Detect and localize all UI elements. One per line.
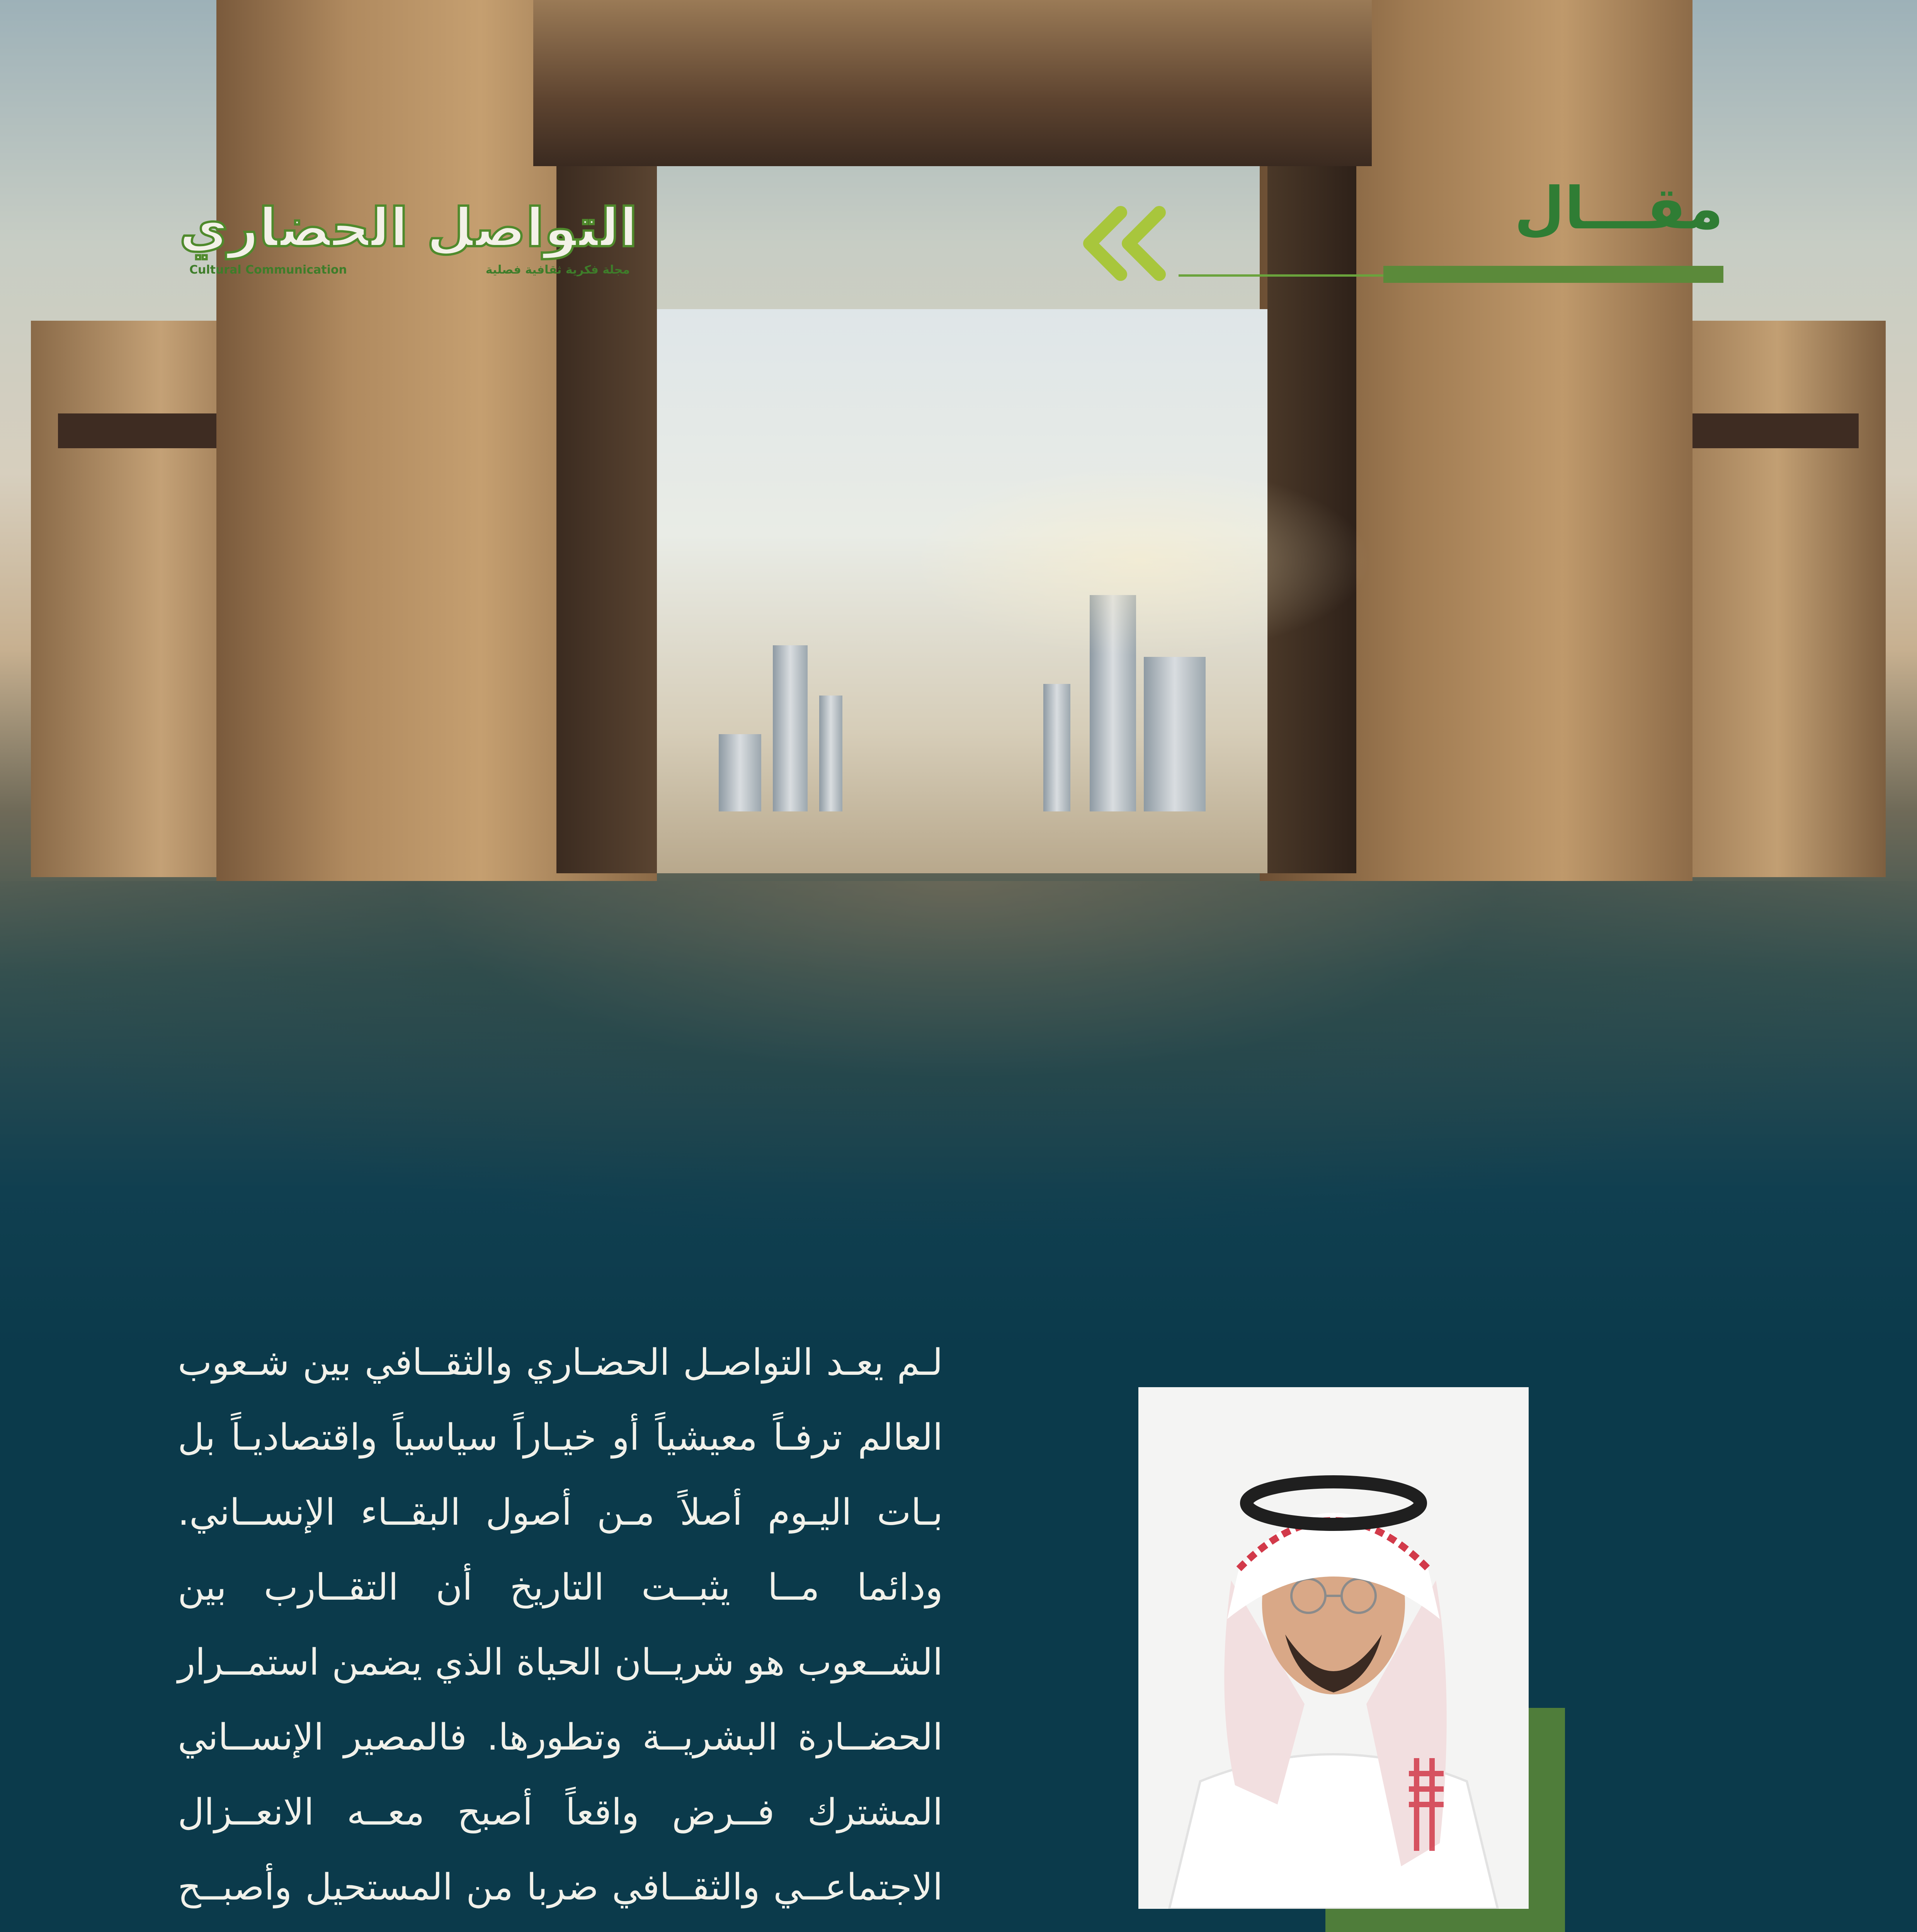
section-label: مقـــال [1514,175,1723,242]
magazine-logo [179,195,638,288]
skyline-tower [1043,684,1070,811]
skyline-tower [719,734,761,811]
gate-right-wing [1669,321,1886,877]
gate-left-band [58,413,243,448]
skyline-tower [1144,657,1206,811]
magazine-title: التواصل الحضاري [179,197,638,259]
gate-right-band [1673,413,1859,448]
gate-lintel [533,0,1372,166]
gate-left-wing [31,321,247,877]
skyline-tower [773,645,808,811]
magazine-tagline [182,263,638,277]
author-portrait-illustration [1138,1387,1529,1909]
author-photo [1138,1387,1529,1909]
article-paragraph: لـم يعـد التواصـل الحضـاري والثقــافي بين شـعوب العالم ترفـاً معيشياً أو خيـاراً سياسياً واقتصاديـاً بل بـات اليـوم أصلاً مـن أصول البقــاء الإنســاني. ودائما مــا يثبــت التاريخ أن التقــارب بين الشــعوب هو شريــان الحياة الذي يضمن استمــرار الحضــارة البشريــة وتطورها. فالمصير الإنســاني المشترك فــرض واقعاً أصبح معــه الانعــزال الاجتماعــي والثقــافي ضربا من المستحيل وأصبــح [178,1342,943,1908]
magazine-tagline-en: Cultural Communication [189,263,347,277]
header-rule-accent [1383,266,1723,283]
skyline-tower [819,696,842,811]
double-chevron-icon [1074,205,1175,282]
light-streaks [908,464,1372,657]
article-body [178,1325,943,1932]
tree-roots [0,881,1917,1229]
magazine-tagline-ar: مجلة فكرية ثقافية فصلية [485,263,630,277]
